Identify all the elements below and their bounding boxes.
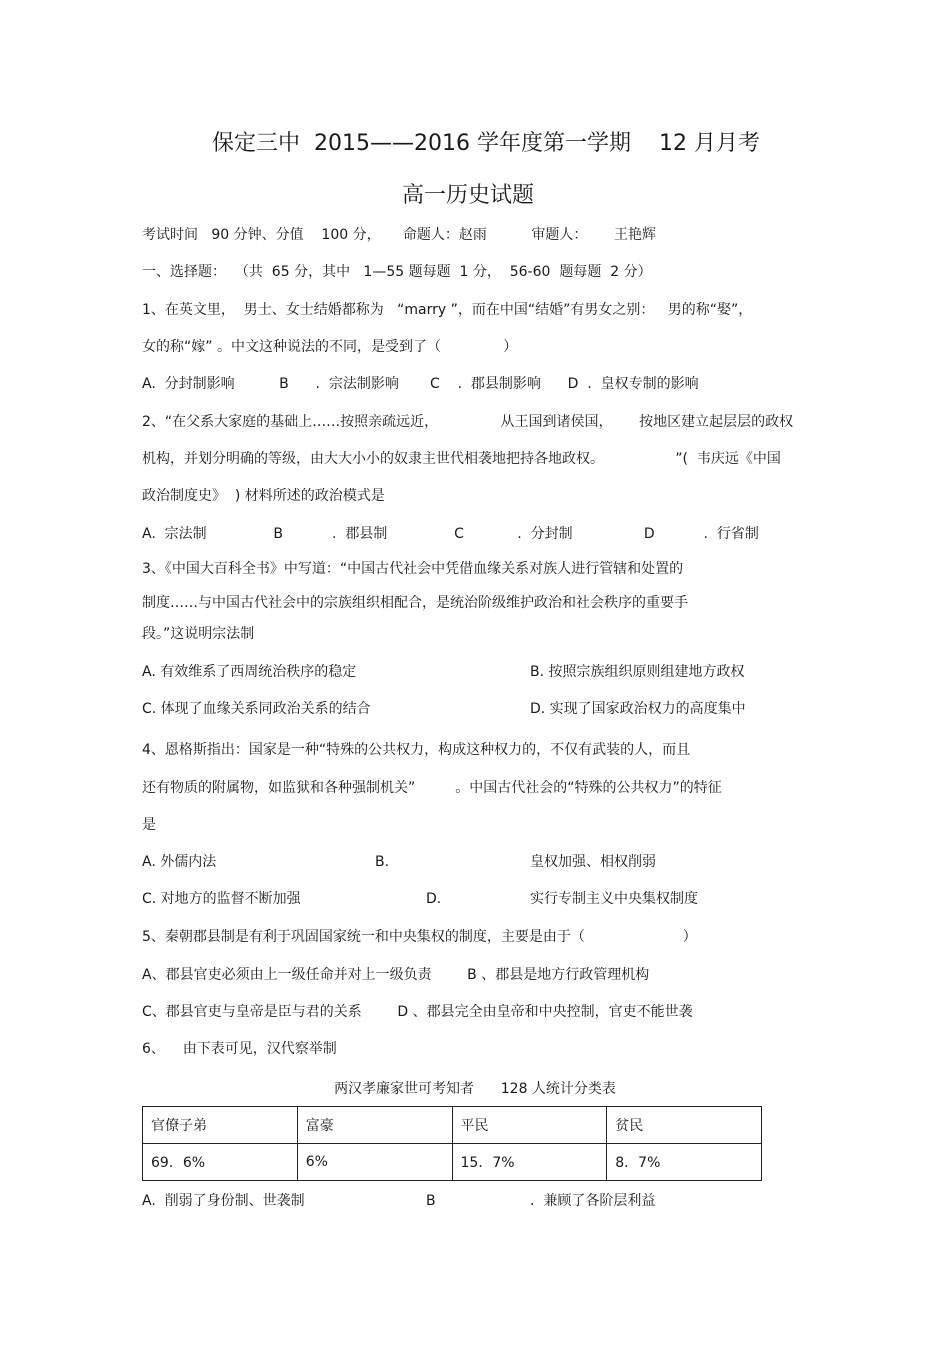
q3-option-c: C. 体现了血缘关系同政治关系的结合 (142, 701, 371, 717)
q2-stem-line-1: 2、“在父系大家庭的基础上……按照亲疏远近， 从王国到诸侯国， 按地区建立起层层的政权 (142, 414, 794, 430)
q1-stem-line-2: 女的称“嫁” 。中文这种说法的不同，是受到了（ ） (142, 339, 518, 355)
q4-option-a: A. 外儒内法 (142, 854, 217, 870)
table-header-cell: 官僚子弟 (143, 1107, 298, 1144)
table-value-cell: 69．6% (143, 1144, 298, 1181)
exam-info: 考试时间 90 分钟、分值 100 分， 命题人：赵雨 审题人： 王艳辉 (142, 227, 657, 243)
q4-option-c: C. 对地方的监督不断加强 (142, 891, 301, 907)
q5-options-ab: A、郡县官吏必须由上一级任命并对上一级负责 B 、郡县是地方行政管理机构 (142, 967, 650, 983)
q5-stem: 5、秦朝郡县制是有利于巩固国家统一和中央集权的制度，主要是由于（ ） (142, 929, 697, 945)
q3-option-a: A. 有效维系了西周统治秩序的稳定 (142, 664, 357, 680)
table-header-cell: 贫民 (607, 1107, 762, 1144)
q4-stem-line-1: 4、恩格斯指出：国家是一种“特殊的公共权力，构成这种权力的，不仅有武装的人，而且 (142, 742, 691, 758)
table-caption: 两汉孝廉家世可考知者 128 人统计分类表 (334, 1081, 616, 1097)
q6-option-b-letter: B (426, 1193, 436, 1209)
q3-stem-line-1: 3、《中国大百科全书》中写道：“中国古代社会中凭借血缘关系对族人进行管辖和处置的 (142, 561, 684, 577)
q3-stem-line-3: 段。”这说明宗法制 (142, 626, 255, 642)
q4-stem-line-2: 还有物质的附属物，如监狱和各种强制机关” 。中国古代社会的“特殊的公共权力”的特征 (142, 780, 722, 796)
q3-option-d: D. 实现了国家政治权力的高度集中 (530, 701, 746, 717)
q3-option-b: B. 按照宗族组织原则组建地方政权 (530, 664, 745, 680)
section-heading: 一、选择题： （共 65 分，其中 1—55 题每题 1 分， 56-60 题每题 2 分） (142, 264, 652, 280)
q5-options-cd: C、郡县官吏与皇帝是臣与君的关系 D 、郡县完全由皇帝和中央控制，官吏不能世袭 (142, 1004, 693, 1020)
q2-stem-line-3: 政治制度史》 ) 材料所述的政治模式是 (142, 488, 385, 504)
exam-subtitle: 高一历史试题 (401, 183, 534, 208)
q4-option-b-letter: B. (375, 854, 390, 870)
q1-stem-line-1: 1、在英文里， 男士、女士结婚都称为 “marry ”，而在中国“结婚”有男女之别： 男的称“娶”， (142, 302, 753, 318)
q4-stem-line-3: 是 (142, 817, 156, 833)
table-header-cell: 平民 (452, 1107, 607, 1144)
q2-options: A. 宗法制 B . 郡县制 C . 分封制 D . 行省制 (142, 526, 759, 542)
q4-option-d-letter: D. (426, 891, 442, 907)
q1-options: A. 分封制影响 B . 宗法制影响 C . 郡县制影响 D . 皇权专制的影响 (142, 376, 699, 392)
statistics-table (142, 1106, 762, 1181)
exam-title: 保定三中 2015——2016 学年度第一学期 12 月月考 (212, 131, 760, 156)
q6-stem: 6、 由下表可见，汉代察举制 (142, 1041, 337, 1057)
table-value-cell: 15．7% (452, 1144, 607, 1181)
table-header-cell: 富豪 (297, 1107, 452, 1144)
q2-stem-line-2: 机构，并划分明确的等级，由大大小小的奴隶主世代相袭地把持各地政权。 ”( 韦庆远《中国 (142, 451, 781, 467)
table-value-cell: 8．7% (607, 1144, 762, 1181)
q6-option-b-text: . 兼顾了各阶层利益 (530, 1193, 656, 1209)
q4-option-d-text: 实行专制主义中央集权制度 (530, 891, 698, 907)
table-row (143, 1107, 762, 1144)
q4-option-b-text: 皇权加强、相权削弱 (530, 854, 656, 870)
q3-stem-line-2: 制度……与中国古代社会中的宗族组织相配合，是统治阶级维护政治和社会秩序的重要手 (142, 595, 688, 611)
table-value-cell: 6% (297, 1144, 452, 1181)
q6-option-a: A. 削弱了身份制、世袭制 (142, 1193, 305, 1209)
table-row (143, 1144, 762, 1181)
